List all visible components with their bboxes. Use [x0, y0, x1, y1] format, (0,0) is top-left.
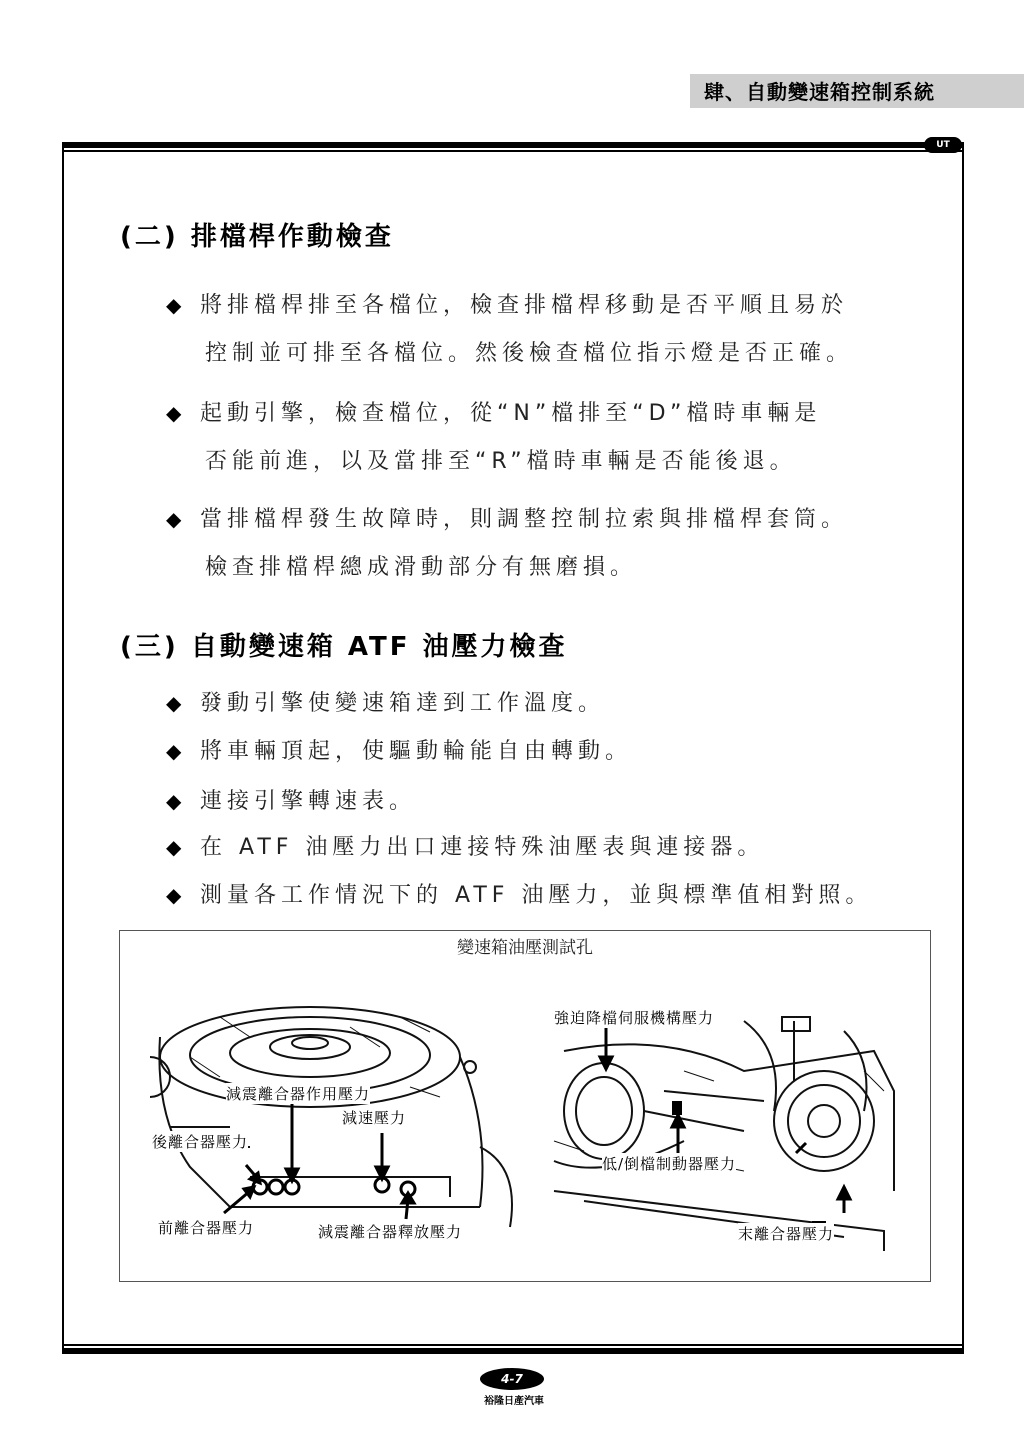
chapter-header: 肆、自動變速箱控制系統	[690, 74, 1024, 108]
low-reverse-brake-pressure-label: 低/倒檔制動器壓力	[602, 1155, 737, 1173]
section-2-bullet-3-cont: 檢查排檔桿總成滑動部分有無磨損。	[205, 555, 638, 580]
bullet-text: 起動引擎，檢查檔位，從“N”檔排至“D”檔時車輛是	[200, 401, 822, 426]
bullet-text: 發動引擎使變速箱達到工作溫度。	[200, 691, 606, 716]
frame-top-rule	[62, 150, 964, 152]
damper-clutch-apply-label: 減震離合器作用壓力	[226, 1085, 371, 1103]
header-logo-badge: UT	[924, 137, 962, 153]
frame-bottom-rule	[62, 1344, 964, 1346]
publisher-name: 裕隆日產汽車	[484, 1396, 544, 1407]
bullet-text: 連接引擎轉速表。	[200, 789, 417, 814]
bullet-text: 將排檔桿排至各檔位，檢查排檔桿移動是否平順且易於	[200, 293, 849, 318]
section-2-bullet-1-cont: 控制並可排至各檔位。然後檢查檔位指示燈是否正確。	[205, 341, 854, 366]
bullet-text: 當排檔桿發生故障時，則調整控制拉索與排檔桿套筒。	[200, 507, 849, 532]
front-clutch-pressure-label: 前離合器壓力	[158, 1219, 255, 1237]
diamond-bullet-icon: ◆	[166, 789, 182, 813]
rear-clutch-pressure-label: 後離合器壓力	[152, 1133, 249, 1151]
section-3-bullet-3	[166, 784, 416, 815]
section-2-bullet-3	[166, 502, 848, 533]
section-3-bullet-4	[166, 830, 764, 861]
bullet-text: 在 ATF 油壓力出口連接特殊油壓表與連接器。	[200, 835, 765, 860]
section-3-title: (三) 自動變速箱 ATF 油壓力檢查	[120, 632, 568, 662]
bullet-text: 將車輛頂起，使驅動輪能自由轉動。	[200, 739, 633, 764]
diamond-bullet-icon: ◆	[166, 739, 182, 763]
section-2-bullet-2-cont: 否能前進，以及當排至“R”檔時車輛是否能後退。	[205, 449, 797, 474]
kickdown-servo-pressure-label: 強迫降檔伺服機構壓力	[554, 1009, 715, 1027]
page-number: 4-7	[480, 1368, 544, 1390]
bullet-text: 測量各工作情況下的 ATF 油壓力，並與標準值相對照。	[200, 883, 873, 908]
pressure-test-port-figure	[119, 930, 931, 1282]
damper-clutch-release-label: 減震離合器釋放壓力	[318, 1223, 463, 1241]
diamond-bullet-icon: ◆	[166, 401, 182, 425]
section-2-bullet-1	[166, 288, 848, 319]
end-clutch-pressure-label: 末離合器壓力	[738, 1225, 835, 1243]
diamond-bullet-icon: ◆	[166, 883, 182, 907]
figure-caption: 變速箱油壓測試孔	[457, 938, 593, 958]
section-2-title: (二) 排檔桿作動檢查	[120, 222, 394, 252]
reduction-pressure-label: 減速壓力	[342, 1109, 407, 1127]
diamond-bullet-icon: ◆	[166, 835, 182, 859]
diamond-bullet-icon: ◆	[166, 293, 182, 317]
section-3-bullet-2	[166, 734, 632, 765]
transmission-side-diagram	[544, 991, 924, 1261]
section-3-bullet-5	[166, 878, 872, 909]
section-3-bullet-1	[166, 686, 605, 717]
section-2-bullet-2	[166, 396, 821, 427]
diamond-bullet-icon: ◆	[166, 691, 182, 715]
diamond-bullet-icon: ◆	[166, 507, 182, 531]
